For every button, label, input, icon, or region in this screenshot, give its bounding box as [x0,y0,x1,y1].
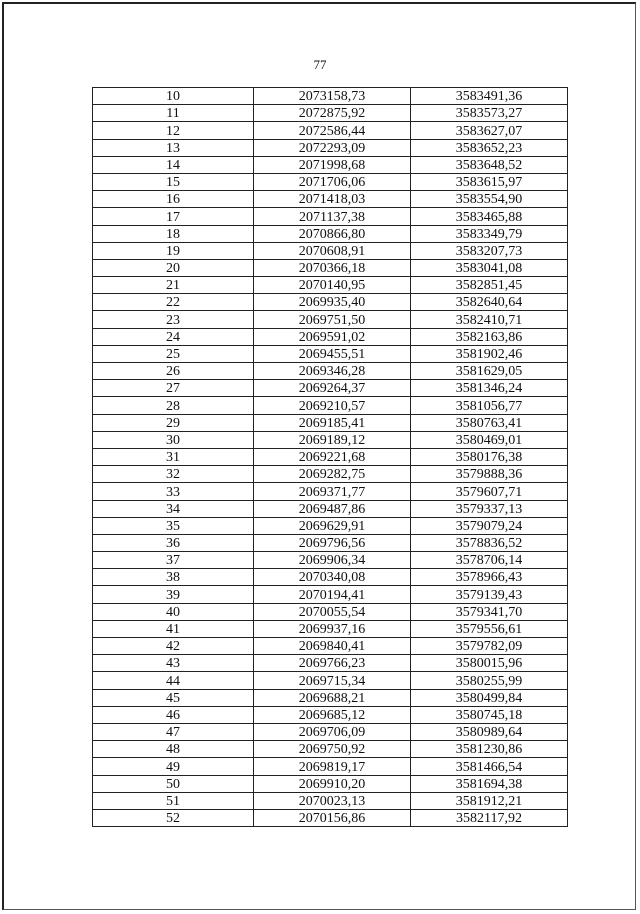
y-coordinate-cell: 3582640,64 [411,294,568,311]
table-row [93,380,568,397]
point-number-cell: 31 [93,448,254,465]
y-coordinate-cell: 3581230,86 [411,741,568,758]
table-row [93,552,568,569]
y-coordinate-cell: 3582117,92 [411,809,568,826]
y-coordinate-cell: 3580469,01 [411,431,568,448]
x-coordinate-cell: 2069210,57 [254,397,411,414]
y-coordinate-cell: 3580745,18 [411,706,568,723]
point-number-cell: 24 [93,328,254,345]
x-coordinate-cell: 2069906,34 [254,552,411,569]
y-coordinate-cell: 3579337,13 [411,500,568,517]
y-coordinate-cell: 3583627,07 [411,122,568,139]
x-coordinate-cell: 2069629,91 [254,517,411,534]
y-coordinate-cell: 3583491,36 [411,88,568,105]
point-number-cell: 17 [93,208,254,225]
point-number-cell: 23 [93,311,254,328]
point-number-cell: 44 [93,672,254,689]
point-number-cell: 39 [93,586,254,603]
y-coordinate-cell: 3579888,36 [411,466,568,483]
x-coordinate-cell: 2069750,92 [254,741,411,758]
y-coordinate-cell: 3579341,70 [411,603,568,620]
point-number-cell: 26 [93,363,254,380]
x-coordinate-cell: 2072293,09 [254,139,411,156]
point-number-cell: 16 [93,191,254,208]
table-row [93,173,568,190]
x-coordinate-cell: 2069685,12 [254,706,411,723]
y-coordinate-cell: 3578836,52 [411,534,568,551]
point-number-cell: 46 [93,706,254,723]
point-number-cell: 50 [93,775,254,792]
y-coordinate-cell: 3579607,71 [411,483,568,500]
table-row [93,466,568,483]
point-number-cell: 48 [93,741,254,758]
point-number-cell: 38 [93,569,254,586]
table-row [93,569,568,586]
x-coordinate-cell: 2069935,40 [254,294,411,311]
point-number-cell: 19 [93,242,254,259]
table-row [93,277,568,294]
y-coordinate-cell: 3578706,14 [411,552,568,569]
y-coordinate-cell: 3583554,90 [411,191,568,208]
y-coordinate-cell: 3582410,71 [411,311,568,328]
point-number-cell: 18 [93,225,254,242]
point-number-cell: 45 [93,689,254,706]
x-coordinate-cell: 2069706,09 [254,723,411,740]
x-coordinate-cell: 2069487,86 [254,500,411,517]
y-coordinate-cell: 3580176,38 [411,448,568,465]
point-number-cell: 52 [93,809,254,826]
table-row [93,225,568,242]
x-coordinate-cell: 2069819,17 [254,758,411,775]
x-coordinate-cell: 2069937,16 [254,620,411,637]
y-coordinate-cell: 3582851,45 [411,277,568,294]
table-row [93,311,568,328]
y-coordinate-cell: 3578966,43 [411,569,568,586]
point-number-cell: 15 [93,173,254,190]
table-row [93,689,568,706]
x-coordinate-cell: 2069910,20 [254,775,411,792]
point-number-cell: 34 [93,500,254,517]
point-number-cell: 14 [93,156,254,173]
table-row [93,208,568,225]
x-coordinate-cell: 2069346,28 [254,363,411,380]
y-coordinate-cell: 3581466,54 [411,758,568,775]
point-number-cell: 13 [93,139,254,156]
table-row [93,156,568,173]
x-coordinate-cell: 2069688,21 [254,689,411,706]
table-row [93,363,568,380]
point-number-cell: 21 [93,277,254,294]
y-coordinate-cell: 3581629,05 [411,363,568,380]
point-number-cell: 35 [93,517,254,534]
point-number-cell: 47 [93,723,254,740]
point-number-cell: 33 [93,483,254,500]
x-coordinate-cell: 2073158,73 [254,88,411,105]
y-coordinate-cell: 3579079,24 [411,517,568,534]
point-number-cell: 32 [93,466,254,483]
x-coordinate-cell: 2070366,18 [254,259,411,276]
x-coordinate-cell: 2071418,03 [254,191,411,208]
y-coordinate-cell: 3580255,99 [411,672,568,689]
x-coordinate-cell: 2069715,34 [254,672,411,689]
point-number-cell: 25 [93,345,254,362]
x-coordinate-cell: 2069751,50 [254,311,411,328]
x-coordinate-cell: 2069766,23 [254,655,411,672]
table-row [93,775,568,792]
point-number-cell: 29 [93,414,254,431]
table-row [93,448,568,465]
y-coordinate-cell: 3583573,27 [411,105,568,122]
point-number-cell: 43 [93,655,254,672]
x-coordinate-cell: 2069591,02 [254,328,411,345]
table-row [93,741,568,758]
table-row [93,638,568,655]
y-coordinate-cell: 3583648,52 [411,156,568,173]
x-coordinate-cell: 2070608,91 [254,242,411,259]
y-coordinate-cell: 3583349,79 [411,225,568,242]
y-coordinate-cell: 3583615,97 [411,173,568,190]
table-row [93,500,568,517]
table-row [93,431,568,448]
y-coordinate-cell: 3579139,43 [411,586,568,603]
x-coordinate-cell: 2069282,75 [254,466,411,483]
table-row [93,620,568,637]
point-number-cell: 30 [93,431,254,448]
table-row [93,105,568,122]
y-coordinate-cell: 3581346,24 [411,380,568,397]
y-coordinate-cell: 3580763,41 [411,414,568,431]
y-coordinate-cell: 3581694,38 [411,775,568,792]
table-row [93,792,568,809]
table-row [93,809,568,826]
x-coordinate-cell: 2069189,12 [254,431,411,448]
x-coordinate-cell: 2071137,38 [254,208,411,225]
point-number-cell: 40 [93,603,254,620]
y-coordinate-cell: 3579782,09 [411,638,568,655]
coordinates-table [92,87,568,827]
table-row [93,122,568,139]
table-row [93,397,568,414]
y-coordinate-cell: 3579556,61 [411,620,568,637]
page-number: 77 [313,57,327,72]
point-number-cell: 10 [93,88,254,105]
point-number-cell: 11 [93,105,254,122]
x-coordinate-cell: 2069264,37 [254,380,411,397]
table-row [93,758,568,775]
table-row [93,723,568,740]
table-row [93,534,568,551]
x-coordinate-cell: 2072586,44 [254,122,411,139]
table-row [93,483,568,500]
table-row [93,517,568,534]
x-coordinate-cell: 2071706,06 [254,173,411,190]
x-coordinate-cell: 2069796,56 [254,534,411,551]
coordinates-table-body [93,88,568,827]
table-row [93,706,568,723]
table-row [93,586,568,603]
table-row [93,259,568,276]
x-coordinate-cell: 2070156,86 [254,809,411,826]
y-coordinate-cell: 3581056,77 [411,397,568,414]
point-number-cell: 37 [93,552,254,569]
table-row [93,139,568,156]
x-coordinate-cell: 2069371,77 [254,483,411,500]
y-coordinate-cell: 3581902,46 [411,345,568,362]
y-coordinate-cell: 3583465,88 [411,208,568,225]
table-row [93,603,568,620]
point-number-cell: 12 [93,122,254,139]
x-coordinate-cell: 2070055,54 [254,603,411,620]
table-row [93,242,568,259]
point-number-cell: 22 [93,294,254,311]
point-number-cell: 27 [93,380,254,397]
x-coordinate-cell: 2070140,95 [254,277,411,294]
table-row [93,672,568,689]
point-number-cell: 49 [93,758,254,775]
table-row [93,655,568,672]
point-number-cell: 42 [93,638,254,655]
table-row [93,328,568,345]
point-number-cell: 51 [93,792,254,809]
y-coordinate-cell: 3583041,08 [411,259,568,276]
x-coordinate-cell: 2069221,68 [254,448,411,465]
point-number-cell: 36 [93,534,254,551]
y-coordinate-cell: 3580015,96 [411,655,568,672]
point-number-cell: 28 [93,397,254,414]
y-coordinate-cell: 3582163,86 [411,328,568,345]
x-coordinate-cell: 2070023,13 [254,792,411,809]
table-row [93,414,568,431]
table-row [93,294,568,311]
table-row [93,88,568,105]
x-coordinate-cell: 2070866,80 [254,225,411,242]
x-coordinate-cell: 2070194,41 [254,586,411,603]
y-coordinate-cell: 3580499,84 [411,689,568,706]
point-number-cell: 41 [93,620,254,637]
y-coordinate-cell: 3583207,73 [411,242,568,259]
x-coordinate-cell: 2070340,08 [254,569,411,586]
y-coordinate-cell: 3583652,23 [411,139,568,156]
point-number-cell: 20 [93,259,254,276]
x-coordinate-cell: 2069455,51 [254,345,411,362]
table-row [93,345,568,362]
x-coordinate-cell: 2069840,41 [254,638,411,655]
x-coordinate-cell: 2072875,92 [254,105,411,122]
y-coordinate-cell: 3580989,64 [411,723,568,740]
table-row [93,191,568,208]
x-coordinate-cell: 2071998,68 [254,156,411,173]
x-coordinate-cell: 2069185,41 [254,414,411,431]
y-coordinate-cell: 3581912,21 [411,792,568,809]
